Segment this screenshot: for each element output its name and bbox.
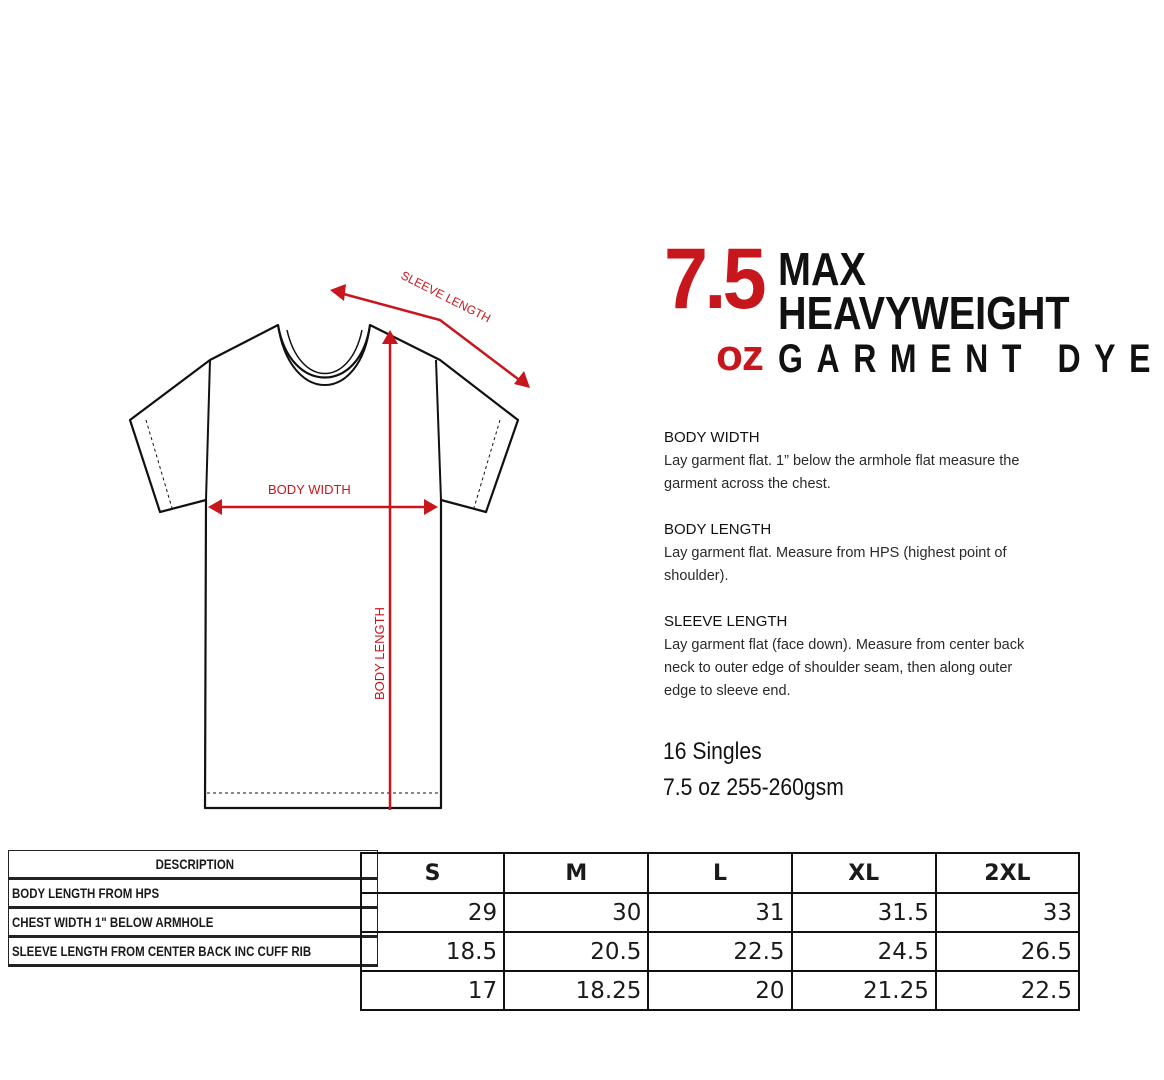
sleeve-length-title: SLEEVE LENGTH [664, 613, 788, 630]
table-cell: 33 [936, 893, 1079, 932]
body-width-label: BODY WIDTH [268, 482, 351, 497]
row-label-chest-width: CHEST WIDTH 1" BELOW ARMHOLE [9, 908, 378, 937]
body-width-description: Lay garment flat. 1” below the armhole flat measure the garment across the chest. [664, 453, 1020, 492]
table-cell: 30 [504, 893, 648, 932]
table-row [361, 932, 1079, 971]
right-armhole-seam [436, 360, 441, 500]
sleeve-length-label: SLEEVE LENGTH [398, 268, 493, 326]
table-cell: 29 [361, 893, 504, 932]
body-length-label: BODY LENGTH [372, 607, 387, 700]
table-cell: 20 [648, 971, 791, 1010]
row-label-body-length: BODY LENGTH FROM HPS [9, 879, 378, 908]
description-header: DESCRIPTION [9, 851, 378, 879]
size-header: XL [792, 853, 936, 893]
body-length-title: BODY LENGTH [664, 521, 772, 538]
right-cuff-stitch [474, 420, 500, 508]
size-header: M [504, 853, 648, 893]
table-cell: 22.5 [936, 971, 1079, 1010]
table-row [361, 893, 1079, 932]
body-width-title: BODY WIDTH [664, 429, 760, 446]
size-header-row [361, 853, 1079, 893]
body-width-arrow [208, 499, 438, 515]
neck-rib [278, 325, 370, 385]
row-label-sleeve-length: SLEEVE LENGTH FROM CENTER BACK INC CUFF RIB [9, 937, 378, 966]
table-cell: 31 [648, 893, 791, 932]
table-cell: 18.5 [361, 932, 504, 971]
size-header: L [648, 853, 791, 893]
header-line-max: MAX [778, 243, 866, 295]
header-line-heavyweight: HEAVYWEIGHT [778, 287, 1070, 339]
size-table [360, 852, 1080, 1011]
table-cell: 24.5 [792, 932, 936, 971]
table-row [361, 971, 1079, 1010]
table-cell: 20.5 [504, 932, 648, 971]
fabric-weight: 7.5 oz 255-260gsm [663, 774, 844, 801]
body-length-arrow [382, 330, 398, 810]
fabric-singles: 16 Singles [663, 738, 762, 765]
sleeve-length-description: Lay garment flat (face down). Measure from center back neck to outer edge of shoulder seam, then along outer edge to sleeve end. [664, 637, 1025, 699]
table-cell: 17 [361, 971, 504, 1010]
table-cell: 18.25 [504, 971, 648, 1010]
table-cell: 26.5 [936, 932, 1079, 971]
weight-number: 7.5 [664, 231, 763, 327]
table-cell: 31.5 [792, 893, 936, 932]
tshirt-outline [130, 325, 518, 808]
size-header: S [361, 853, 504, 893]
header-line-garment-dye: GARMENT DYE [778, 337, 1164, 381]
left-armhole-seam [206, 360, 210, 500]
tshirt-diagram [110, 250, 550, 830]
body-length-description: Lay garment flat. Measure from HPS (highest point of shoulder). [664, 545, 1007, 584]
description-table [8, 850, 378, 967]
table-cell: 22.5 [648, 932, 791, 971]
weight-unit: oz [716, 331, 763, 380]
left-cuff-stitch [146, 420, 172, 508]
size-header: 2XL [936, 853, 1079, 893]
table-cell: 21.25 [792, 971, 936, 1010]
